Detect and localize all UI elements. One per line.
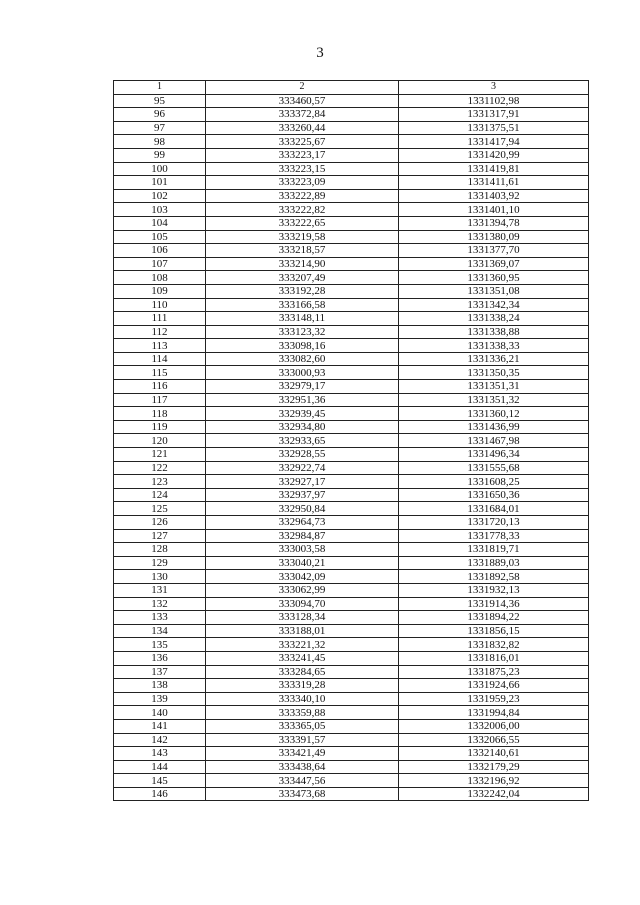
page-number: 3 [316, 45, 324, 61]
cell-y: 1331650,36 [399, 488, 589, 502]
cell-x: 333359,88 [206, 706, 399, 720]
cell-x: 333082,60 [206, 352, 399, 366]
cell-point-number: 119 [114, 420, 206, 434]
cell-point-number: 98 [114, 135, 206, 149]
cell-x: 333219,58 [206, 230, 399, 244]
cell-y: 1331924,66 [399, 679, 589, 693]
cell-x: 333098,16 [206, 339, 399, 353]
cell-point-number: 139 [114, 692, 206, 706]
cell-x: 333188,01 [206, 624, 399, 638]
cell-y: 1331380,09 [399, 230, 589, 244]
table-row [114, 747, 589, 761]
cell-point-number: 144 [114, 760, 206, 774]
cell-y: 1331403,92 [399, 189, 589, 203]
cell-y: 1331419,81 [399, 162, 589, 176]
cell-y: 1331350,35 [399, 366, 589, 380]
table-row [114, 638, 589, 652]
cell-y: 1332006,00 [399, 719, 589, 733]
cell-x: 333222,65 [206, 216, 399, 230]
cell-point-number: 123 [114, 475, 206, 489]
cell-x: 333372,84 [206, 108, 399, 122]
cell-y: 1331894,22 [399, 611, 589, 625]
cell-point-number: 146 [114, 787, 206, 801]
table-row [114, 244, 589, 258]
table-row [114, 488, 589, 502]
cell-x: 333223,09 [206, 176, 399, 190]
cell-y: 1331360,95 [399, 271, 589, 285]
cell-x: 333391,57 [206, 733, 399, 747]
table-row [114, 475, 589, 489]
cell-x: 333214,90 [206, 257, 399, 271]
cell-x: 333284,65 [206, 665, 399, 679]
cell-y: 1331360,12 [399, 407, 589, 421]
table-row [114, 651, 589, 665]
cell-y: 1331467,98 [399, 434, 589, 448]
cell-y: 1331959,23 [399, 692, 589, 706]
cell-x: 333241,45 [206, 651, 399, 665]
cell-x: 333460,57 [206, 94, 399, 108]
cell-y: 1331401,10 [399, 203, 589, 217]
table-row [114, 516, 589, 530]
cell-y: 1331608,25 [399, 475, 589, 489]
cell-point-number: 96 [114, 108, 206, 122]
table-row [114, 583, 589, 597]
cell-x: 333221,32 [206, 638, 399, 652]
column-header-y: 3 [399, 81, 589, 95]
table-row [114, 325, 589, 339]
table-row [114, 774, 589, 788]
table-row [114, 597, 589, 611]
table-row [114, 230, 589, 244]
table-row [114, 393, 589, 407]
table-row [114, 203, 589, 217]
table-row [114, 176, 589, 190]
table-row [114, 719, 589, 733]
cell-x: 332964,73 [206, 516, 399, 530]
cell-point-number: 132 [114, 597, 206, 611]
cell-point-number: 129 [114, 556, 206, 570]
table-row [114, 216, 589, 230]
cell-y: 1331377,70 [399, 244, 589, 258]
cell-x: 333365,05 [206, 719, 399, 733]
table-row [114, 556, 589, 570]
table-row [114, 502, 589, 516]
cell-x: 333003,58 [206, 543, 399, 557]
cell-y: 1331411,61 [399, 176, 589, 190]
cell-y: 1331856,15 [399, 624, 589, 638]
cell-x: 333319,28 [206, 679, 399, 693]
cell-point-number: 95 [114, 94, 206, 108]
cell-point-number: 116 [114, 380, 206, 394]
cell-point-number: 117 [114, 393, 206, 407]
table-row [114, 352, 589, 366]
cell-x: 333218,57 [206, 244, 399, 258]
table-row [114, 284, 589, 298]
cell-point-number: 137 [114, 665, 206, 679]
table-row [114, 148, 589, 162]
cell-x: 332950,84 [206, 502, 399, 516]
table-row [114, 461, 589, 475]
cell-point-number: 128 [114, 543, 206, 557]
cell-point-number: 125 [114, 502, 206, 516]
table-row [114, 339, 589, 353]
column-header-x: 2 [206, 81, 399, 95]
table-row [114, 679, 589, 693]
cell-x: 333207,49 [206, 271, 399, 285]
table-row [114, 787, 589, 801]
cell-point-number: 115 [114, 366, 206, 380]
cell-point-number: 101 [114, 176, 206, 190]
cell-point-number: 111 [114, 312, 206, 326]
table-row [114, 733, 589, 747]
cell-point-number: 113 [114, 339, 206, 353]
cell-point-number: 102 [114, 189, 206, 203]
cell-y: 1331832,82 [399, 638, 589, 652]
cell-y: 1331336,21 [399, 352, 589, 366]
cell-y: 1331420,99 [399, 148, 589, 162]
cell-x: 333225,67 [206, 135, 399, 149]
cell-x: 333123,32 [206, 325, 399, 339]
cell-y: 1331932,13 [399, 583, 589, 597]
cell-point-number: 104 [114, 216, 206, 230]
cell-point-number: 100 [114, 162, 206, 176]
cell-x: 333223,17 [206, 148, 399, 162]
cell-y: 1331819,71 [399, 543, 589, 557]
cell-x: 333340,10 [206, 692, 399, 706]
cell-y: 1331351,32 [399, 393, 589, 407]
cell-point-number: 136 [114, 651, 206, 665]
table-row [114, 121, 589, 135]
cell-x: 333042,09 [206, 570, 399, 584]
cell-y: 1331338,88 [399, 325, 589, 339]
table-row [114, 665, 589, 679]
cell-x: 333166,58 [206, 298, 399, 312]
cell-x: 332933,65 [206, 434, 399, 448]
cell-y: 1331778,33 [399, 529, 589, 543]
cell-y: 1332066,55 [399, 733, 589, 747]
table-row [114, 692, 589, 706]
cell-y: 1331436,99 [399, 420, 589, 434]
cell-x: 333062,99 [206, 583, 399, 597]
cell-y: 1331892,58 [399, 570, 589, 584]
cell-y: 1331555,68 [399, 461, 589, 475]
cell-point-number: 99 [114, 148, 206, 162]
cell-y: 1331914,36 [399, 597, 589, 611]
cell-x: 333040,21 [206, 556, 399, 570]
table-row [114, 94, 589, 108]
cell-point-number: 133 [114, 611, 206, 625]
cell-y: 1331684,01 [399, 502, 589, 516]
table-row [114, 543, 589, 557]
table-row [114, 611, 589, 625]
cell-x: 332937,97 [206, 488, 399, 502]
cell-point-number: 109 [114, 284, 206, 298]
cell-point-number: 127 [114, 529, 206, 543]
cell-x: 333222,89 [206, 189, 399, 203]
cell-x: 333094,70 [206, 597, 399, 611]
table-header-row [114, 81, 589, 95]
cell-point-number: 114 [114, 352, 206, 366]
cell-y: 1331369,07 [399, 257, 589, 271]
cell-y: 1331342,34 [399, 298, 589, 312]
cell-x: 333438,64 [206, 760, 399, 774]
table-row [114, 162, 589, 176]
table-row [114, 420, 589, 434]
table-row [114, 366, 589, 380]
table-row [114, 108, 589, 122]
table-row [114, 570, 589, 584]
cell-x: 332928,55 [206, 448, 399, 462]
cell-x: 333000,93 [206, 366, 399, 380]
cell-point-number: 142 [114, 733, 206, 747]
cell-x: 332939,45 [206, 407, 399, 421]
cell-point-number: 130 [114, 570, 206, 584]
cell-y: 1331351,31 [399, 380, 589, 394]
cell-x: 332951,36 [206, 393, 399, 407]
cell-point-number: 134 [114, 624, 206, 638]
cell-x: 332934,80 [206, 420, 399, 434]
table-row [114, 135, 589, 149]
cell-point-number: 122 [114, 461, 206, 475]
table-row [114, 434, 589, 448]
cell-y: 1331102,98 [399, 94, 589, 108]
table-row [114, 760, 589, 774]
cell-x: 333222,82 [206, 203, 399, 217]
table-row [114, 706, 589, 720]
cell-y: 1331889,03 [399, 556, 589, 570]
cell-x: 332927,17 [206, 475, 399, 489]
cell-point-number: 126 [114, 516, 206, 530]
table-body [114, 94, 589, 801]
cell-x: 333260,44 [206, 121, 399, 135]
cell-x: 333473,68 [206, 787, 399, 801]
cell-point-number: 143 [114, 747, 206, 761]
cell-x: 332922,74 [206, 461, 399, 475]
table-row [114, 271, 589, 285]
cell-point-number: 145 [114, 774, 206, 788]
column-header-point-number: 1 [114, 81, 206, 95]
coordinates-table [113, 80, 589, 801]
cell-point-number: 121 [114, 448, 206, 462]
cell-point-number: 107 [114, 257, 206, 271]
cell-x: 332984,87 [206, 529, 399, 543]
cell-point-number: 120 [114, 434, 206, 448]
cell-y: 1331338,24 [399, 312, 589, 326]
cell-point-number: 108 [114, 271, 206, 285]
cell-y: 1331317,91 [399, 108, 589, 122]
cell-point-number: 103 [114, 203, 206, 217]
cell-y: 1332140,61 [399, 747, 589, 761]
cell-y: 1332242,04 [399, 787, 589, 801]
table-row [114, 380, 589, 394]
table-row [114, 407, 589, 421]
table-row [114, 189, 589, 203]
cell-x: 333421,49 [206, 747, 399, 761]
cell-x: 333447,56 [206, 774, 399, 788]
cell-point-number: 131 [114, 583, 206, 597]
cell-point-number: 97 [114, 121, 206, 135]
cell-point-number: 140 [114, 706, 206, 720]
cell-point-number: 110 [114, 298, 206, 312]
cell-y: 1331351,08 [399, 284, 589, 298]
table-row [114, 298, 589, 312]
cell-y: 1331496,34 [399, 448, 589, 462]
cell-point-number: 118 [114, 407, 206, 421]
cell-x: 333128,34 [206, 611, 399, 625]
cell-y: 1331875,23 [399, 665, 589, 679]
cell-point-number: 138 [114, 679, 206, 693]
cell-x: 333148,11 [206, 312, 399, 326]
cell-y: 1331994,84 [399, 706, 589, 720]
cell-point-number: 105 [114, 230, 206, 244]
cell-y: 1331394,78 [399, 216, 589, 230]
cell-point-number: 112 [114, 325, 206, 339]
table-row [114, 448, 589, 462]
cell-y: 1331417,94 [399, 135, 589, 149]
cell-point-number: 135 [114, 638, 206, 652]
cell-point-number: 106 [114, 244, 206, 258]
cell-y: 1332179,29 [399, 760, 589, 774]
cell-y: 1331338,33 [399, 339, 589, 353]
table-row [114, 257, 589, 271]
cell-y: 1331720,13 [399, 516, 589, 530]
cell-y: 1331816,01 [399, 651, 589, 665]
cell-y: 1332196,92 [399, 774, 589, 788]
cell-x: 333192,28 [206, 284, 399, 298]
table-row [114, 624, 589, 638]
cell-x: 332979,17 [206, 380, 399, 394]
cell-y: 1331375,51 [399, 121, 589, 135]
cell-x: 333223,15 [206, 162, 399, 176]
table-row [114, 529, 589, 543]
cell-point-number: 141 [114, 719, 206, 733]
table-row [114, 312, 589, 326]
cell-point-number: 124 [114, 488, 206, 502]
